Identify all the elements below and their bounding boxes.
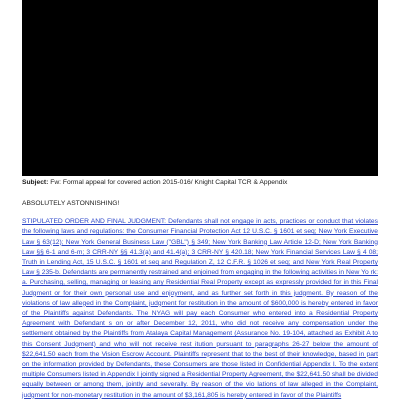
body-paragraph[interactable]	[22, 217, 378, 400]
judgment-link-text[interactable]: STIPULATED ORDER AND FINAL JUDGMENT: Defendants shall not engage in acts, practices or conduct that violates the following laws and regulations: the Consumer Financial Protection Act 12 U.S.C. § 1601 et seq; New York Executive Law § 63(12); New York General Business Law ("GBL") § 349; New York Banking Law Article 12-D; New York Banking Law §§ 6-1 and 6-m; 3 CRR-NY §§ 41.3(a) and 41.4(a); 3 CRR-NY § 420.18; New York Financial Services Law § 4 08; Truth in Lending Act, 15 U.S.C. § 1601 et seq and Regulation Z, 12 C.F.R. § 1026 et seq; and New York Real Property Law § 235-b. Defendants are permanently restrained and enjoined from engaging in the following activities in New Yo rk: a. Purchasing, selling, managing or leasing any Residential Real Property except as expressly provided for in this Final Judgment or for their own personal use and enjoyment, and as further set forth in this judgment. By reason of the violations of law alleged in the Complaint, judgment for restitution in the amount of $600,000 is hereby entered in favor of the Plaintiffs against Defendants. The NYAG will pay each Consumer who entered into a Residential Property Agreement with Defendant s on or after December 12, 2011, who did not receive any compensation under the settlement obtained by the Plaintiffs from Atalaya Capital Management (Assurance No. 19-104, attached as Exhibit A to this Consent Judgment) and who will not receive rest itution pursuant to paragraphs 26-27 below the amount of $22,641.50 each from the Vision Escrow Account. Plaintiffs represent that to the best of their knowledge, based in part on the information provided by Defendants, these Consumers are those listed in Confidential Appendix I. To the extent multiple Consumers listed in Appendix I jointly signed a Residential Property Agreement, the $22,641.50 shall be divided equally between or among them, jointly and severally. By reason of the vio lations of law alleged in the Complaint, judgment for non-monetary restitution in the amount of $3,161,805 is hereby entered in favor of the Plaintiffs	[22, 218, 378, 399]
subject-line	[22, 179, 378, 188]
email-content	[22, 179, 378, 400]
opening-line: ABSOLUTELY ASTONNISHING!	[22, 199, 120, 207]
subject-label: Subject:	[22, 179, 49, 186]
subject-text: Fw: Formal appeal for covered action 2015-016/ Knight Capital TCR & Appendix	[50, 179, 288, 186]
redacted-image-area	[22, 0, 378, 176]
